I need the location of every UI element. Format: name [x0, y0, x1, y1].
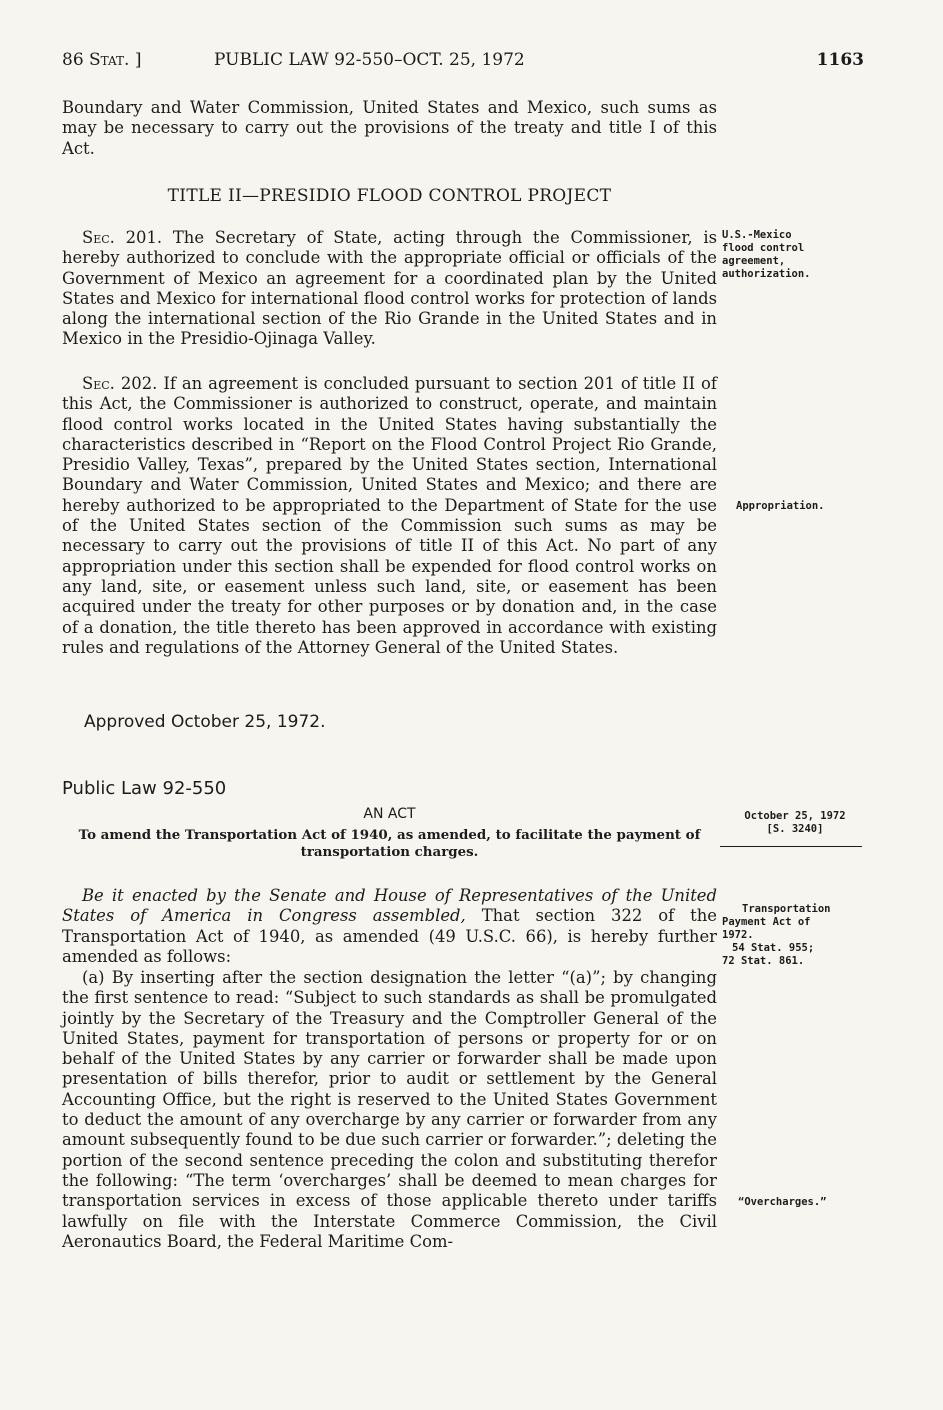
section-label: Sec. 202.: [82, 374, 158, 393]
act-purpose: To amend the Transportation Act of 1940, as amended, to facilitate the payment of transportation charges.: [78, 827, 701, 860]
section-text: If an agreement is concluded pursuant to section 201 of title II of this Act, the Commissioner is authorized to construct, operate, and maintain flood control works located in the United States having substantially the characteristics described in “Report on the Flood Control Project Rio Grande, Presidio Valley, Texas”, prepared by the United States section, International Boundary and Water Commission, United States and Mexico; and there are hereby authorized to be appropriated to the Department of State for the use of the United States section of the Commission such sums as may be necessary to carry out the provisions of title II of this Act. No part of any appropriation under this section shall be expended for flood control works on any land, site, or easement unless such land, site, or easement has been acquired under the treaty for other purposes or by donation and, in the case of a donation, the title thereto has been approved in accordance with existing rules and regulations of the Attorney General of the United States.: [62, 374, 717, 657]
section-201: [62, 228, 717, 350]
header-title: PUBLIC LAW 92-550–OCT. 25, 1972: [214, 50, 525, 70]
section-label: Sec. 201.: [82, 228, 163, 247]
margin-note-appropriation: Appropriation.: [736, 500, 825, 512]
page-header: [62, 50, 864, 76]
margin-rule: [720, 846, 862, 847]
margin-note-date: October 25, 1972 [S. 3240]: [744, 810, 846, 835]
approved-date: Approved October 25, 1972.: [84, 712, 326, 732]
margin-note-flood-control: U.S.-Mexico flood control agreement, authorization.: [722, 229, 811, 280]
volume-citation: 86 Stat. ]: [62, 50, 142, 70]
enacting-italic: Be it enacted by the Senate and House of Representatives of the United States of America in Congress assembled,: [62, 886, 717, 926]
intro-paragraph: [62, 98, 717, 159]
margin-note-overcharges: “Overcharges.”: [738, 1196, 827, 1208]
section-202: [62, 374, 717, 658]
paragraph-a: [62, 968, 717, 1252]
paragraph-a-text: (a) By inserting after the section designation the letter “(a)”; by changing the first sentence to read: “Subject to such standards as shall be promulgated jointly by the Secretary of the Treasury and the Comptroller General of the United States, payment for transportation of persons or property for or on behalf of the United States by any carrier or forwarder shall be made upon presentation of bills therefor, prior to audit or settlement by the General Accounting Office, but the right is reserved to the United States Government to deduct the amount of any overcharge by any carrier or forwarder from any amount subsequently found to be due such carrier or forwarder.”; deleting the portion of the second sentence preceding the colon and substituting therefor the following: “The term ‘overcharges’ shall be deemed to mean charges for transportation services in excess of those applicable thereto under tariffs lawfully on file with the Interstate Commerce Commission, the Civil Aeronautics Board, the Federal Maritime Com-: [62, 968, 717, 1251]
margin-note-transportation: Transportation Payment Act of 1972. 54 Stat. 955; 72 Stat. 861.: [722, 903, 831, 967]
intro-text: Boundary and Water Commission, United States and Mexico, such sums as may be necessary to carry out the provisions of the treaty and title I of this Act.: [62, 98, 717, 158]
an-act-heading: AN ACT: [363, 806, 416, 822]
page-number: 1163: [816, 50, 864, 70]
enacting-clause: [62, 886, 717, 967]
title-heading: TITLE II—PRESIDIO FLOOD CONTROL PROJECT: [167, 186, 612, 206]
public-law-number: Public Law 92-550: [62, 778, 227, 799]
section-text: The Secretary of State, acting through the Commissioner, is hereby authorized to conclude with the appropriate official or officials of the Government of Mexico an agreement for a coordinated plan by the United States and Mexico for international flood control works for protection of lands along the international section of the Rio Grande in the United States and in Mexico in the Presidio-Ojinaga Valley.: [62, 228, 718, 349]
enacting-rest: That section 322 of the Transportation Act of 1940, as amended (49 U.S.C. 66), is hereby further amended as follows:: [62, 906, 717, 966]
